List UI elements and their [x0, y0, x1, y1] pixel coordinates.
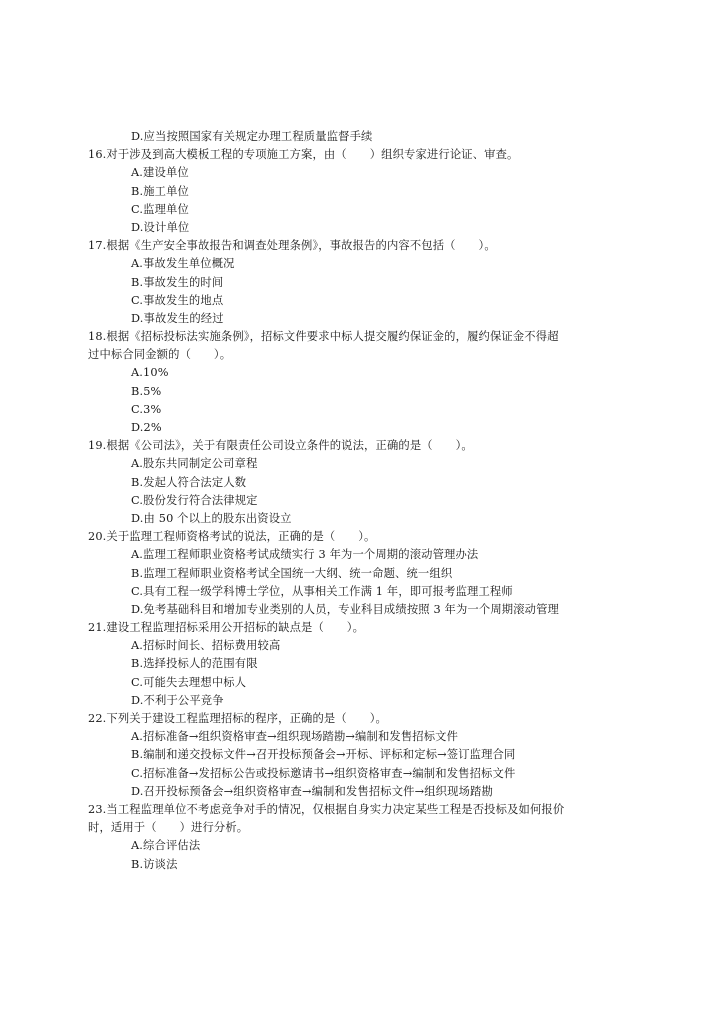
option-18-c: C.3%	[131, 402, 162, 416]
option-22-b: B.编制和递交投标文件→召开投标预备会→开标、评标和定标→签订监理合同	[131, 748, 516, 762]
option-15-d: D.应当按照国家有关规定办理工程质量监督手续	[131, 130, 373, 143]
option-22-a: A.招标准备→组织资格审查→组织现场踏勘→编制和发售招标文件	[131, 730, 459, 744]
question-18-stem-line-2: 过中标合同金额的（ ）。	[88, 348, 232, 362]
question-21-stem: 21.建设工程监理招标采用公开招标的缺点是（ ）。	[88, 621, 365, 635]
option-18-d: D.2%	[131, 421, 162, 434]
question-23-stem-line-1: 23.当工程监理单位不考虑竞争对手的情况，仅根据自身实力决定某些工程是否投标及如何报价	[88, 802, 565, 816]
option-19-c: C.股份发行符合法律规定	[131, 493, 258, 507]
option-16-b: B.施工单位	[131, 184, 189, 198]
question-18-stem-line-1: 18.根据《招标投标法实施条例》，招标文件要求中标人提交履约保证金的，履约保证金不得超	[88, 330, 559, 344]
option-21-b: B.选择投标人的范围有限	[131, 657, 258, 671]
option-17-c: C.事故发生的地点	[131, 293, 224, 307]
option-23-a: A.综合评估法	[131, 839, 201, 853]
question-20-stem: 20.关于监理工程师资格考试的说法，正确的是（ ）。	[88, 530, 376, 544]
option-20-d: D.免考基础科目和增加专业类别的人员，专业科目成绩按照 3 年为一个周期滚动管理	[131, 602, 560, 616]
option-20-b: B.监理工程师职业资格考试全国统一大纲、统一命题、统一组织	[131, 566, 453, 580]
option-19-b: B.发起人符合法定人数	[131, 475, 247, 489]
option-19-d: D.由 50 个以上的股东出资设立	[131, 511, 292, 525]
question-19-stem: 19.根据《公司法》，关于有限责任公司设立条件的说法，正确的是（ ）。	[88, 439, 473, 453]
option-21-c: C.可能失去理想中标人	[131, 675, 247, 689]
option-21-d: D.不利于公平竞争	[131, 693, 224, 707]
option-23-b: B.访谈法	[131, 857, 178, 871]
question-16-stem: 16.对于涉及到高大模板工程的专项施工方案，由（ ）组织专家进行论证、审查。	[88, 148, 519, 162]
option-21-a: A.招标时间长、招标费用较高	[131, 639, 281, 653]
option-16-d: D.设计单位	[131, 220, 190, 234]
question-23-stem-line-2: 时，适用于（ ）进行分析。	[88, 821, 249, 835]
option-16-c: C.监理单位	[131, 202, 189, 216]
exam-text-body	[88, 128, 628, 874]
option-22-c: C.招标准备→发招标公告或投标邀请书→组织资格审查→编制和发售招标文件	[131, 766, 516, 780]
question-22-stem: 22.下列关于建设工程监理招标的程序，正确的是（ ）。	[88, 712, 387, 725]
option-18-a: A.10%	[131, 366, 169, 380]
option-18-b: B.5%	[131, 384, 162, 398]
option-16-a: A.建设单位	[131, 166, 189, 180]
option-20-c: C.具有工程一级学科博士学位，从事相关工作满 1 年，即可报考监理工程师	[131, 584, 513, 598]
option-17-d: D.事故发生的经过	[131, 311, 224, 325]
option-20-a: A.监理工程师职业资格考试成绩实行 3 年为一个周期的滚动管理办法	[131, 548, 479, 562]
option-19-a: A.股东共同制定公司章程	[131, 457, 258, 471]
question-17-stem: 17.根据《生产安全事故报告和调查处理条例》，事故报告的内容不包括（ ）。	[88, 239, 496, 253]
option-17-b: B.事故发生的时间	[131, 275, 224, 289]
option-22-d: D.召开投标预备会→组织资格审查→编制和发售招标文件→组织现场踏勘	[131, 784, 493, 798]
option-17-a: A.事故发生单位概况	[131, 257, 235, 271]
